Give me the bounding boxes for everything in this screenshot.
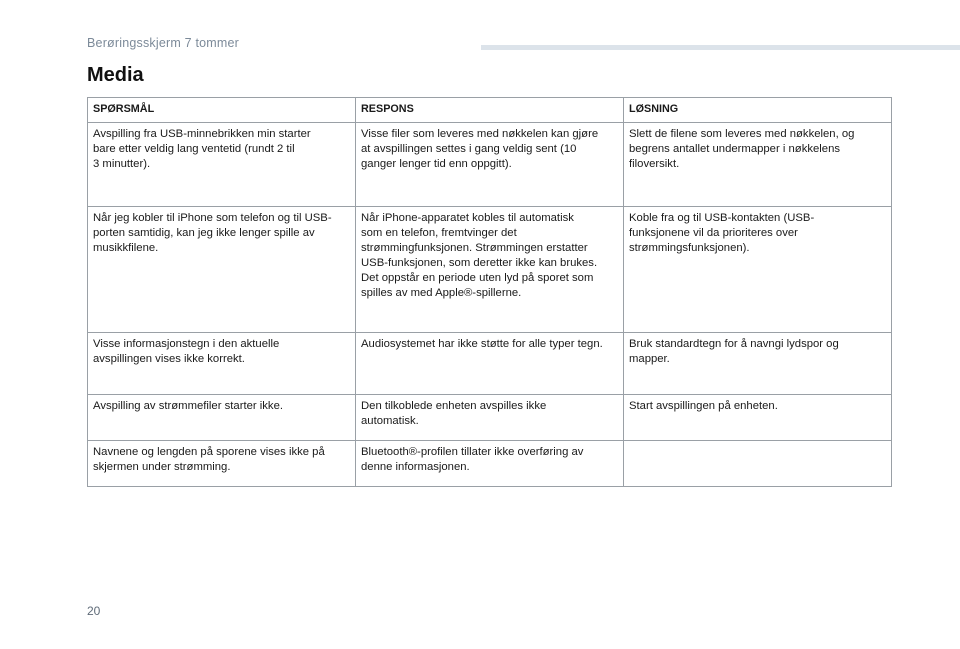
question-cell: Visse informasjonstegn i den aktuelle avspillingen vises ikke korrekt.	[88, 333, 356, 395]
question-cell: Navnene og lengden på sporene vises ikke på skjermen under strømming.	[88, 441, 356, 487]
column-header-question: SPØRSMÅL	[88, 98, 356, 123]
question-cell: Når jeg kobler til iPhone som telefon og til USB- porten samtidig, kan jeg ikke lenger spille av musikkfilene.	[88, 207, 356, 333]
solution-cell: Start avspillingen på enheten.	[624, 395, 892, 441]
solution-cell: Koble fra og til USB-kontakten (USB- funksjonene vil da prioriteres over strømmingsfunksjonen).	[624, 207, 892, 333]
response-cell: Bluetooth®-profilen tillater ikke overføring av denne informasjonen.	[356, 441, 624, 487]
header-rule	[481, 45, 960, 50]
section-title: Media	[87, 64, 144, 86]
solution-cell	[624, 441, 892, 487]
solution-cell: Bruk standardtegn for å navngi lydspor og mapper.	[624, 333, 892, 395]
table-row	[88, 441, 892, 487]
column-header-response: RESPONS	[356, 98, 624, 123]
table-row	[88, 123, 892, 207]
table-row	[88, 207, 892, 333]
question-cell: Avspilling fra USB-minnebrikken min starter bare etter veldig lang ventetid (rundt 2 til 3 minutter).	[88, 123, 356, 207]
response-cell: Audiosystemet har ikke støtte for alle typer tegn.	[356, 333, 624, 395]
solution-cell: Slett de filene som leveres med nøkkelen, og begrens antallet undermapper i nøkkelens filoversikt.	[624, 123, 892, 207]
faq-table	[87, 97, 892, 487]
table-row	[88, 395, 892, 441]
response-cell: Den tilkoblede enheten avspilles ikke automatisk.	[356, 395, 624, 441]
running-header: Berøringsskjerm 7 tommer	[87, 36, 240, 50]
question-cell: Avspilling av strømmefiler starter ikke.	[88, 395, 356, 441]
table-header-row	[88, 98, 892, 123]
response-cell: Når iPhone-apparatet kobles til automatisk som en telefon, fremtvinger det strømmingfunksjonen. Strømmingen erstatter USB-funksjonen, som deretter ikke kan brukes. Det oppstår en periode uten lyd på sporet som spilles av med Apple®-spillerne.	[356, 207, 624, 333]
table-row	[88, 333, 892, 395]
response-cell: Visse filer som leveres med nøkkelen kan gjøre at avspillingen settes i gang veldig sent (10 ganger lenger tid enn oppgitt).	[356, 123, 624, 207]
page-number: 20	[87, 604, 101, 618]
column-header-solution: LØSNING	[624, 98, 892, 123]
